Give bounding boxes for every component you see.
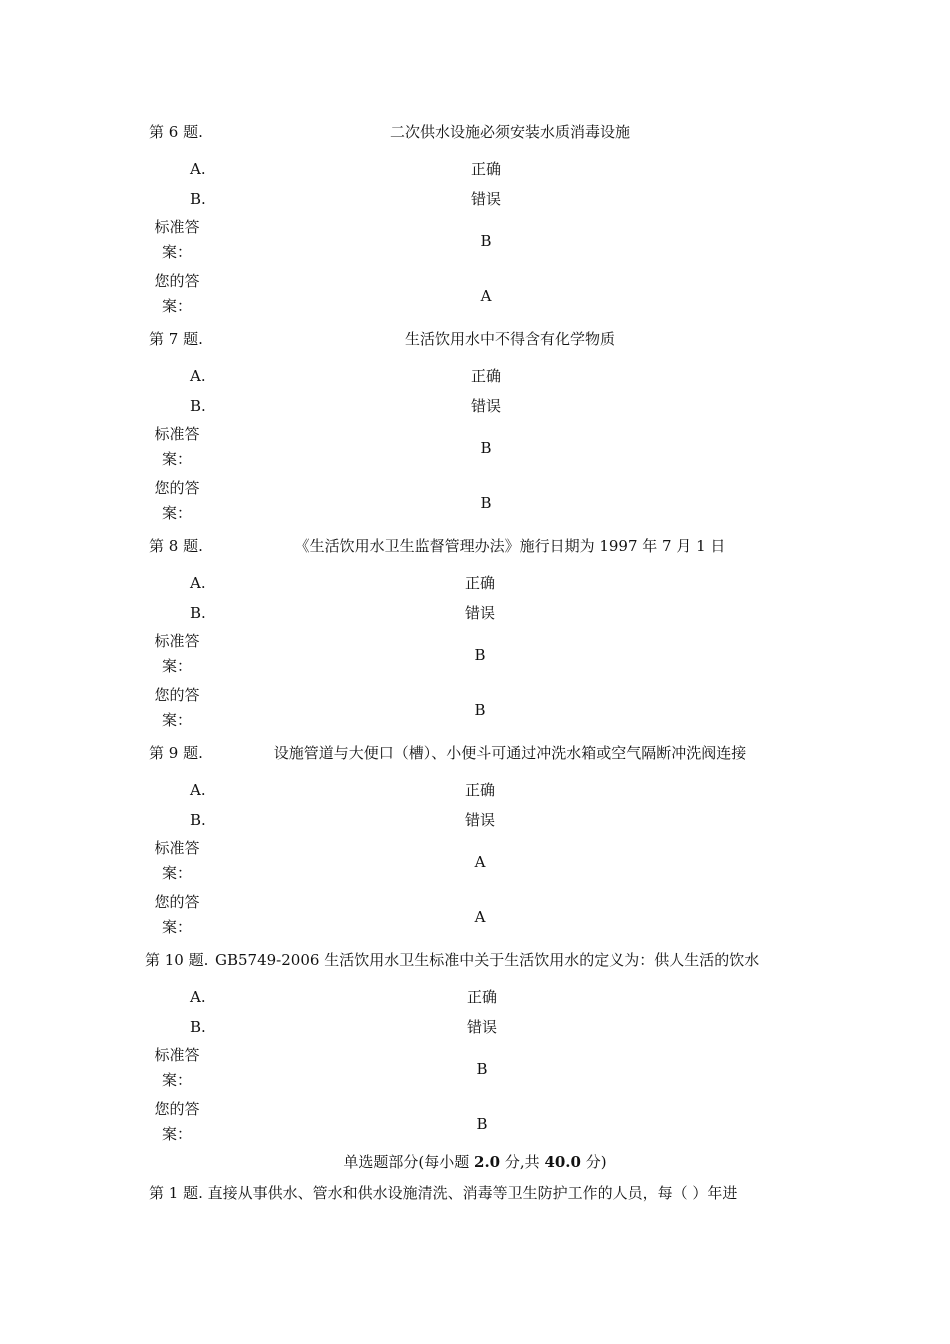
question-9: [0, 743, 950, 950]
question-number: 第 8 题.: [149, 537, 203, 555]
your-answer-label: 您的答案：: [154, 272, 200, 315]
option-b-label: B.: [190, 1018, 206, 1036]
option-b-text: 错误: [470, 397, 501, 415]
option-b-text: 错误: [470, 190, 501, 208]
question-6: [0, 122, 950, 329]
question-text: 生活饮用水中不得含有化学物质: [404, 330, 615, 348]
option-a-text: 正确: [464, 574, 495, 592]
option-b-label: B.: [190, 397, 206, 415]
question-number: 第 9 题.: [149, 744, 203, 762]
standard-answer-label: 标准答案：: [154, 839, 200, 882]
option-a-text: 正确: [466, 988, 497, 1006]
question-text: 二次供水设施必须安装水质消毒设施: [389, 123, 630, 141]
your-answer-label: 您的答案：: [154, 686, 200, 729]
option-b-text: 错误: [464, 604, 495, 622]
your-answer-value: B: [476, 1115, 488, 1133]
section-total-score: 40.0: [544, 1153, 581, 1171]
question-text: 《生活饮用水卫生监督管理办法》施行日期为 1997 年 7 月 1 日: [294, 537, 726, 555]
your-answer-label: 您的答案：: [154, 479, 200, 522]
standard-answer-value: A: [474, 853, 486, 871]
section-heading-prefix: 单选题部分(每小题: [343, 1153, 475, 1171]
standard-answer-label: 标准答案：: [154, 1046, 200, 1089]
question-text: GB5749-2006 生活饮用水卫生标准中关于生活饮用水的定义为：供人生活的饮水: [215, 951, 760, 969]
standard-answer-value: B: [480, 232, 492, 250]
section-per-question-score: 2.0: [474, 1153, 501, 1171]
your-answer-label: 您的答案：: [154, 893, 200, 936]
your-answer-value: A: [474, 908, 486, 926]
question-number: 第 10 题.: [145, 951, 209, 969]
standard-answer-label: 标准答案：: [154, 218, 200, 261]
question-8: [0, 536, 950, 743]
your-answer-label: 您的答案：: [154, 1100, 200, 1143]
your-answer-value: A: [480, 287, 492, 305]
section-heading-middle: 分,共: [500, 1153, 545, 1171]
section-heading: [0, 1152, 950, 1172]
option-a-text: 正确: [470, 160, 501, 178]
standard-answer-value: B: [476, 1060, 488, 1078]
standard-answer-value: B: [480, 439, 492, 457]
single-choice-question-1: 第 1 题. 直接从事供水、管水和供水设施清洗、消毒等卫生防护工作的人员，每（ ）年进: [149, 1184, 738, 1202]
option-a-label: A.: [190, 574, 206, 592]
option-b-label: B.: [190, 190, 206, 208]
question-7: [0, 329, 950, 536]
section-heading-suffix: 分): [580, 1153, 607, 1171]
standard-answer-label: 标准答案：: [154, 425, 200, 468]
option-a-label: A.: [190, 160, 206, 178]
standard-answer-value: B: [474, 646, 486, 664]
option-a-label: A.: [190, 781, 206, 799]
your-answer-value: B: [480, 494, 492, 512]
option-a-label: A.: [190, 367, 206, 385]
standard-answer-label: 标准答案：: [154, 632, 200, 675]
question-10: [0, 950, 950, 1157]
option-a-text: 正确: [464, 781, 495, 799]
option-a-label: A.: [190, 988, 206, 1006]
question-number: 第 6 题.: [149, 123, 203, 141]
question-text: 设施管道与大便口（槽）、小便斗可通过冲洗水箱或空气隔断冲洗阀连接: [273, 744, 747, 762]
your-answer-value: B: [474, 701, 486, 719]
option-a-text: 正确: [470, 367, 501, 385]
option-b-label: B.: [190, 604, 206, 622]
question-number: 第 7 题.: [149, 330, 203, 348]
option-b-text: 错误: [464, 811, 495, 829]
option-b-label: B.: [190, 811, 206, 829]
option-b-text: 错误: [466, 1018, 497, 1036]
